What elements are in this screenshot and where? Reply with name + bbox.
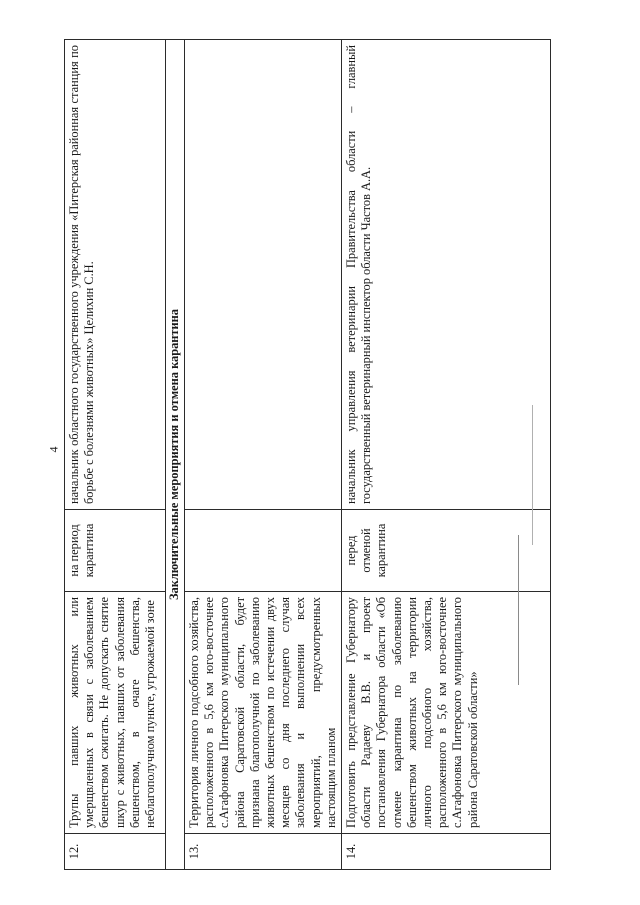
measure-text: Подготовить представление Губернатору области Радаеву В.В. и проект постановления Губернатора области «Об отмене карантина по заболеванию бешенством животных на территории личного подсобного хозяйства, расположенного в 5,6 км юго-восточнее с.Агафоновка Питерского муниципального района Саратовской области» (342, 592, 551, 834)
table-row (342, 40, 551, 870)
table-row (65, 40, 166, 870)
row-number: 12. (65, 834, 166, 870)
measure-text: Трупы павших животных или умерщвленных в связи с заболеванием бешенством сжигать. Не допускать снятие шкур с животных, павших от заболевания бешенством, в очаге бешенства, неблагополучном пункте, угрожаемой зоне (65, 592, 166, 834)
responsible-cell (185, 40, 342, 510)
deadline-cell: на период карантина (65, 510, 166, 592)
table-row (185, 40, 342, 870)
row-number: 14. (342, 834, 551, 870)
responsible-cell: начальник областного государственного учреждения «Питерская районная станция по борьбе с болезнями животных» Целихин С.Н. (65, 40, 166, 510)
deadline-cell: перед отменой карантина (342, 510, 551, 592)
deadline-cell (185, 510, 342, 592)
row-number: 13. (185, 834, 342, 870)
signature-line (518, 535, 519, 685)
signature-line (532, 405, 533, 545)
page-number: 4 (46, 446, 61, 453)
section-heading: Заключительные мероприятия и отмена карантина (166, 40, 185, 870)
measure-text: Территория личного подсобного хозяйства, расположенного в 5,6 км юго-восточнее с.Агафоновка Питерского муниципального района Саратовской области, будет признана благополучной по заболеванию животных бешенством по истечении двух месяцев со дня последнего случая заболевания и выполнении всех мероприятий, предусмотренных настоящим планом (185, 592, 342, 834)
rotated-table-area (64, 40, 560, 870)
section-heading-row (166, 40, 185, 870)
responsible-cell: начальник управления ветеринарии Правительства области – главный государственный ветеринарный инспектор области Частов А.А. (342, 40, 551, 510)
measures-table (64, 39, 551, 870)
